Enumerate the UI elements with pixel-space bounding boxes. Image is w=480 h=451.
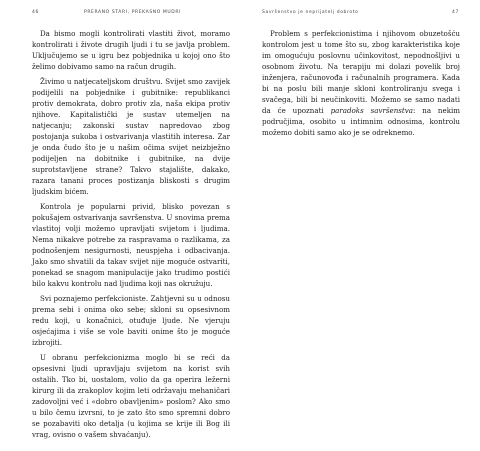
page-number-right: 47 [452,10,459,15]
paragraph-text: : na nekim područjima, osobito u intimnim odnosima, kontrolu možemo dobiti samo ako je se odreknemo. [262,106,460,137]
italic-phrase: paradoks savršenstva [330,106,414,115]
paragraph [262,28,460,138]
paragraph: Živimo u natjecateljskom društvu. Svijet smo zavijek podijelili na pobjednike i gubitnike: republikanci protiv demokrata, dobro protiv zla, naša ekipa protiv njihove. Kapitalistički je sustav utemeljen na natjecanju; zakonski sustav napredovao zbog postojanja sukoba i ostvarivanja vlastitih interesa. Zar je onda čudo što je u našim očima svijet neizbježno podijeljen na dobitnike i gubitnike, na dvije suprotstavljene strane? Takvo stajalište, dakako, razara tanani proces postizanja bliskosti s drugim ljudskim bićem. [32,77,230,196]
paragraph: Kontrola je popularni privid, blisko povezan s pokušajem ostvarivanja savršenstva. U snovima prema vlastitoj volji možemo upravljati svijetom i ljudima. Nema nikakve potrebe za raspravama o razlikama, za podnošenjem nesigurnosti, neuspjeha i odbacivanja. Jako smo shvatili da takav svijet nije moguće ostvariti, ponekad se snagom manipulacije jako trudimo postići bilo kakvu kontrolu nad ljudima koji nas okružuju. [32,202,230,288]
page-number-left: 46 [32,10,39,15]
paragraph: Svi poznajemo perfekcioniste. Zahtjevni su u odnosu prema sebi i onima oko sebe; skloni su opsesivnom redu koji, u konačnici, otuđuje ljude. Ne vjeruju osjećajima i više se vole baviti onime što je moguće izbrojiti. [32,294,230,347]
paragraph-text: Problem s perfekcionistima i njihovom obuzetošću kontrolom jest u tome što su, zbog karakteristika koje im omogućuju poslovnu učinkovitost, nepodnošljivi u osobnom životu. Na terapiju mi dolazi povelik broj inženjera, računovođa i računalnih programera. Kada bi na poslu bili manje skloni kontroliranju svega i svačega, bili bi neučinkoviti. Možemo se samo nadati da će upoznati [262,29,460,115]
paragraph: Da bismo mogli kontrolirati vlastiti život, moramo kontrolirati i živote drugih ljudi i tu se javlja problem. Uključujemo se u igru bez pobjednika u kojoj ono što želimo dobivamo samo na račun drugih. [32,29,230,71]
right-body-text [262,28,460,142]
running-head-right: Savršenstvo je neprijatelj dobroto [262,10,359,15]
paragraph: U obranu perfekcionizma moglo bi se reći da opsesivni ljudi upravljaju svijetom na korist svih ostalih. Tko bi, uostalom, volio da ga operira ležerni kirurg ili da zrakoplov kojim leti održavaju mehaničari zadovoljni već i «dobro obavljenim» poslom? Ako smo u bilo čemu izvrsni, to je zato što smo spremni dobro se pozabaviti oko detalja (u kojima se krije ili Bog ili vrag, ovisno o vašem shvaćanju). [32,353,230,439]
left-body-text [32,28,230,444]
right-page [240,0,480,451]
running-head-left: PRERANO STARI, PREKASNO MUDRI [84,10,182,15]
